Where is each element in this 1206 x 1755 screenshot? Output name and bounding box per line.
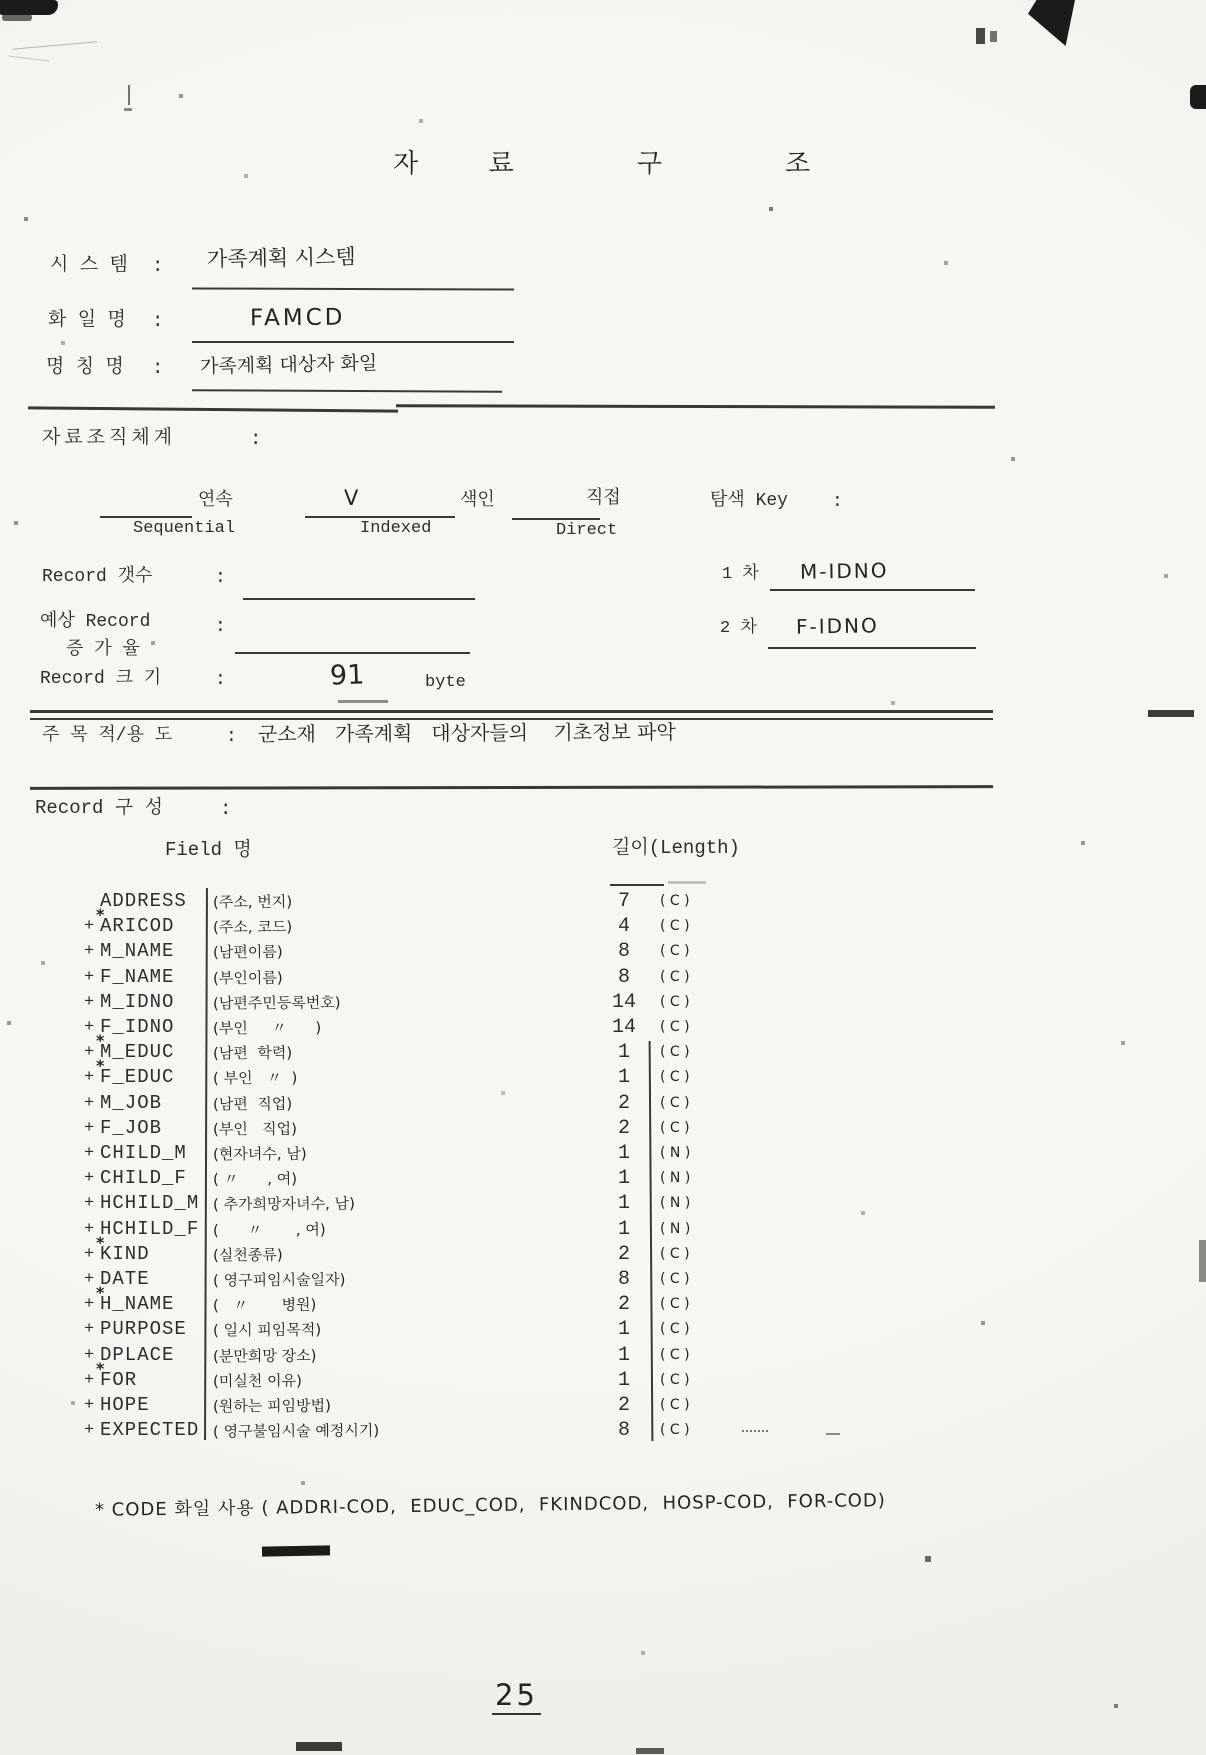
field-type: ( C ) <box>660 918 690 935</box>
record-size-unit: byte <box>425 673 466 692</box>
scan-artifact-top-left <box>0 0 58 15</box>
length-column-header: 길이(Length) <box>612 837 740 859</box>
field-length: 8 <box>617 965 630 989</box>
field-plus-mark: + <box>84 1320 95 1340</box>
field-plus-mark: + <box>84 1370 95 1390</box>
double-rule-bottom <box>30 718 993 720</box>
code-table-footnote: * CODE 화일 사용 ( ADDRI-COD, EDUC_COD, FKINDCOD, HOSP-COD, FOR-COD) <box>94 1490 886 1521</box>
record-layout-label: Record 구 성 <box>35 797 163 819</box>
system-colon: : <box>152 255 164 277</box>
indexed-underline <box>305 516 455 518</box>
field-description: (원하는 피임방법) <box>212 1396 331 1416</box>
field-type: ( C ) <box>660 1119 690 1136</box>
record-layout-colon: : <box>220 798 232 820</box>
field-plus-mark: + <box>84 992 95 1012</box>
field-type: ( C ) <box>660 1296 690 1313</box>
field-row <box>0 1283 1206 1318</box>
field-code-asterisk: * <box>96 1056 105 1076</box>
direct-en-label: Direct <box>556 521 618 540</box>
filename-colon: : <box>152 310 164 332</box>
field-length: 1 <box>617 1192 630 1216</box>
title-name-value: 가족계획 대상자 화일 <box>199 352 378 378</box>
field-type: ( C ) <box>660 1321 690 1338</box>
field-length: 1 <box>617 1041 630 1065</box>
field-type: ( C ) <box>660 943 690 960</box>
field-row <box>0 1394 1206 1419</box>
field-name: HCHILD_F <box>100 1217 200 1240</box>
field-type: ( C ) <box>660 893 690 909</box>
field-name: HOPE <box>100 1394 150 1416</box>
field-type: ( C ) <box>660 1346 690 1363</box>
field-type: ( C ) <box>660 968 690 985</box>
scan-artifact-bottom-bar <box>262 1545 330 1556</box>
field-name: EXPECTED <box>100 1419 200 1442</box>
field-name: F_JOB <box>100 1116 163 1139</box>
field-plus-mark: + <box>84 1345 95 1365</box>
title-name-colon: : <box>152 357 164 379</box>
field-length: 8 <box>617 1419 630 1443</box>
field-description: ( 〃 , 여) <box>212 1220 326 1239</box>
field-name: M_EDUC <box>100 1041 175 1064</box>
organization-label: 자료조직체계 <box>42 427 177 449</box>
field-row <box>0 1192 1206 1217</box>
field-type: ( C ) <box>660 1245 690 1262</box>
filename-label: 화 일 명 <box>48 309 126 331</box>
field-description: ( 영구피임시술일자) <box>212 1270 346 1290</box>
field-type: ( C ) <box>660 1271 690 1287</box>
field-name-column-header: Field 명 <box>165 839 252 861</box>
field-description: (분만희망 장소) <box>212 1346 317 1365</box>
field-type: ( C ) <box>660 1371 690 1388</box>
search-key-label: 탐색 Key <box>710 491 788 511</box>
field-length: 2 <box>617 1116 630 1140</box>
field-length: 1 <box>617 1066 630 1090</box>
key1-underline <box>770 589 975 591</box>
field-row <box>0 1031 1206 1066</box>
scan-artifact-top-left-2 <box>2 14 32 21</box>
field-length: 4 <box>617 915 630 939</box>
field-description: (부인이름) <box>212 968 283 987</box>
purpose-colon: : <box>226 727 237 747</box>
record-growth-label-2: 증 가 율 <box>66 640 140 660</box>
field-description: ( 추가희망자녀수, 남) <box>212 1194 356 1214</box>
field-description: ( 부인 〃 ) <box>212 1069 298 1088</box>
field-row <box>0 1117 1206 1142</box>
pencil-scribble-2 <box>8 55 50 61</box>
pencil-scribble <box>12 41 97 49</box>
field-row <box>0 1142 1206 1167</box>
field-row <box>0 1092 1206 1117</box>
record-count-label: Record 갯수 <box>42 567 153 587</box>
field-type: ( C ) <box>660 1044 690 1061</box>
field-type: ( C ) <box>660 1069 690 1086</box>
field-description: (주소, 코드) <box>212 917 293 937</box>
field-row <box>0 1056 1206 1091</box>
record-count-colon: : <box>215 568 226 588</box>
field-name: M_NAME <box>100 940 175 963</box>
field-code-asterisk: * <box>96 1031 105 1051</box>
field-length: 2 <box>617 1394 630 1417</box>
scan-artifact-right-dash <box>976 28 985 44</box>
field-type: ( N ) <box>660 1195 691 1212</box>
field-row <box>0 1218 1206 1243</box>
field-plus-mark: + <box>84 1219 95 1239</box>
record-size-underline <box>338 700 388 703</box>
purpose-label: 주 목 적/용 도 <box>42 726 173 746</box>
double-rule-right-mark <box>1148 710 1194 717</box>
field-description: (현자녀수, 남) <box>212 1144 307 1164</box>
record-size-label: Record 크 기 <box>40 669 162 689</box>
field-type: ( C ) <box>660 1019 690 1035</box>
sequential-kr-label: 연속 <box>198 491 233 511</box>
key1-value: M-IDNO <box>799 558 889 584</box>
direct-underline <box>512 518 600 520</box>
field-plus-mark: + <box>84 1396 95 1415</box>
page-number: 25 <box>492 1680 541 1715</box>
scan-mark-small <box>128 85 130 105</box>
section-divider-2 <box>396 404 995 409</box>
record-count-underline <box>243 598 475 600</box>
field-description: ( 〃 , 여) <box>212 1169 298 1189</box>
field-plus-mark: + <box>84 1244 95 1264</box>
field-name: F_NAME <box>100 965 175 988</box>
field-row <box>0 1268 1206 1293</box>
field-type: ( N ) <box>660 1145 691 1161</box>
field-plus-mark: + <box>84 917 95 937</box>
scan-artifact-right-dash-2 <box>990 31 997 42</box>
purpose-rule <box>30 785 993 790</box>
field-length: 2 <box>617 1242 630 1266</box>
record-size-colon: : <box>215 670 226 690</box>
field-plus-mark: + <box>84 1295 95 1315</box>
field-row <box>0 890 1206 915</box>
field-plus-mark: + <box>84 1144 95 1163</box>
field-row <box>0 1318 1206 1343</box>
record-growth-underline <box>235 652 470 654</box>
field-description: (남편 직업) <box>212 1094 293 1113</box>
field-row <box>0 1358 1206 1394</box>
system-label: 시 스 템 <box>50 254 128 276</box>
field-name: M_JOB <box>100 1091 163 1114</box>
field-plus-mark: + <box>84 1118 95 1138</box>
field-name: FOR <box>100 1368 138 1391</box>
field-plus-mark: + <box>84 1169 95 1189</box>
field-plus-mark: + <box>84 1194 95 1214</box>
field-name: H_NAME <box>100 1293 175 1316</box>
field-row <box>0 1167 1206 1192</box>
field-row <box>0 1016 1206 1041</box>
field-type: ( C ) <box>660 993 690 1010</box>
record-growth-label-1: 예상 Record <box>40 612 151 632</box>
expected-trailing-dots-2 <box>826 1433 840 1435</box>
field-description: ( 영구불임시술 예정시기) <box>212 1421 380 1441</box>
field-type: ( C ) <box>660 1422 690 1439</box>
field-name: HCHILD_M <box>100 1192 200 1215</box>
field-row <box>0 940 1206 965</box>
title-name-label: 명 칭 명 <box>46 356 124 378</box>
expected-trailing-dots <box>742 1430 768 1434</box>
organization-colon: : <box>250 428 262 450</box>
page-title: 자 료 구 조 <box>393 149 829 179</box>
field-name: ADDRESS <box>100 890 187 912</box>
field-description: (미실천 이유) <box>212 1371 303 1391</box>
field-plus-mark: + <box>84 1068 95 1088</box>
field-description: (주소, 번지) <box>212 892 293 912</box>
field-code-asterisk: * <box>96 905 105 925</box>
field-code-asterisk: * <box>96 1232 105 1252</box>
field-length: 1 <box>617 1142 630 1165</box>
field-name: M_IDNO <box>100 990 175 1013</box>
field-description: (부인 〃 ) <box>212 1018 322 1038</box>
field-length: 14 <box>611 1016 636 1039</box>
field-length: 1 <box>617 1167 630 1191</box>
field-type: ( N ) <box>660 1170 691 1187</box>
indexed-en-label: Indexed <box>360 519 432 538</box>
double-rule-top <box>30 710 993 713</box>
field-description: ( 〃 병원) <box>212 1295 317 1315</box>
field-row <box>0 966 1206 991</box>
scan-artifact-bottom-edge <box>296 1742 342 1751</box>
field-length: 1 <box>617 1368 630 1392</box>
field-name: CHILD_M <box>100 1142 187 1164</box>
field-description: (남편 학력) <box>212 1043 293 1063</box>
system-underline <box>192 287 514 290</box>
field-name: CHILD_F <box>100 1167 187 1190</box>
length-column-dash <box>610 884 664 886</box>
field-description: ( 일시 피임목적) <box>212 1321 322 1340</box>
field-length: 1 <box>617 1318 630 1342</box>
field-plus-mark: + <box>84 967 95 987</box>
field-row <box>0 1419 1206 1444</box>
field-type: ( C ) <box>660 1094 690 1111</box>
field-length: 7 <box>617 890 630 913</box>
field-name: DATE <box>100 1268 150 1290</box>
field-name: F_EDUC <box>100 1066 175 1089</box>
field-row <box>0 905 1206 940</box>
field-name: ARICOD <box>100 915 175 938</box>
field-description: (남편이름) <box>212 943 283 962</box>
title-name-underline <box>192 389 502 393</box>
field-name: PURPOSE <box>100 1318 187 1341</box>
key2-label: 2 차 <box>720 619 757 638</box>
field-length: 1 <box>617 1217 630 1241</box>
key2-underline <box>768 647 976 649</box>
field-length: 1 <box>617 1343 630 1367</box>
field-code-asterisk: * <box>96 1283 105 1303</box>
scan-artifact-bottom-edge-2 <box>636 1748 664 1754</box>
field-type: ( N ) <box>660 1220 691 1237</box>
search-key-colon: : <box>832 492 843 512</box>
field-plus-mark: + <box>84 1421 95 1441</box>
scan-artifact-top-right <box>1028 0 1075 46</box>
field-description: (부인 직업) <box>212 1119 298 1139</box>
field-code-asterisk: * <box>96 1358 105 1378</box>
direct-kr-label: 직접 <box>586 489 621 509</box>
field-length: 8 <box>617 940 630 964</box>
field-type: ( C ) <box>660 1397 690 1413</box>
field-length: 8 <box>617 1268 630 1291</box>
field-row <box>0 1232 1206 1268</box>
purpose-value: 군소재 가족계획 대상자들의 기초정보 파악 <box>257 719 676 747</box>
field-length: 2 <box>617 1091 630 1115</box>
indexed-checkmark: V <box>344 486 359 510</box>
field-name: F_IDNO <box>100 1016 175 1038</box>
field-plus-mark: + <box>84 1093 95 1113</box>
field-description: (실천종류) <box>212 1245 283 1265</box>
record-growth-colon: : <box>215 617 226 637</box>
field-plus-mark: + <box>84 1018 95 1037</box>
sequential-underline <box>100 516 192 518</box>
field-name: DPLACE <box>100 1343 175 1366</box>
filename-underline <box>192 341 514 343</box>
record-size-value: 91 <box>329 659 365 692</box>
key2-value: F-IDNO <box>795 613 879 639</box>
sequential-en-label: Sequential <box>133 519 236 538</box>
section-divider <box>28 406 398 412</box>
field-plus-mark: + <box>84 1043 95 1063</box>
filename-value: FAMCD <box>249 304 346 332</box>
scan-mark-small-2 <box>124 108 132 111</box>
field-name: KIND <box>100 1242 150 1265</box>
field-length: 14 <box>611 990 636 1014</box>
length-column-dash-2 <box>668 881 706 884</box>
field-row <box>0 991 1206 1016</box>
field-plus-mark: + <box>84 1270 95 1289</box>
scan-artifact-right-edge <box>1190 85 1206 109</box>
field-plus-mark: + <box>84 942 95 962</box>
field-length: 2 <box>617 1293 630 1317</box>
field-row <box>0 1344 1206 1369</box>
key1-label: 1 차 <box>722 565 759 584</box>
system-value: 가족계획 시스템 <box>206 244 356 272</box>
indexed-kr-label: 색인 <box>460 491 495 511</box>
field-description: (남편주민등록번호) <box>212 993 341 1013</box>
